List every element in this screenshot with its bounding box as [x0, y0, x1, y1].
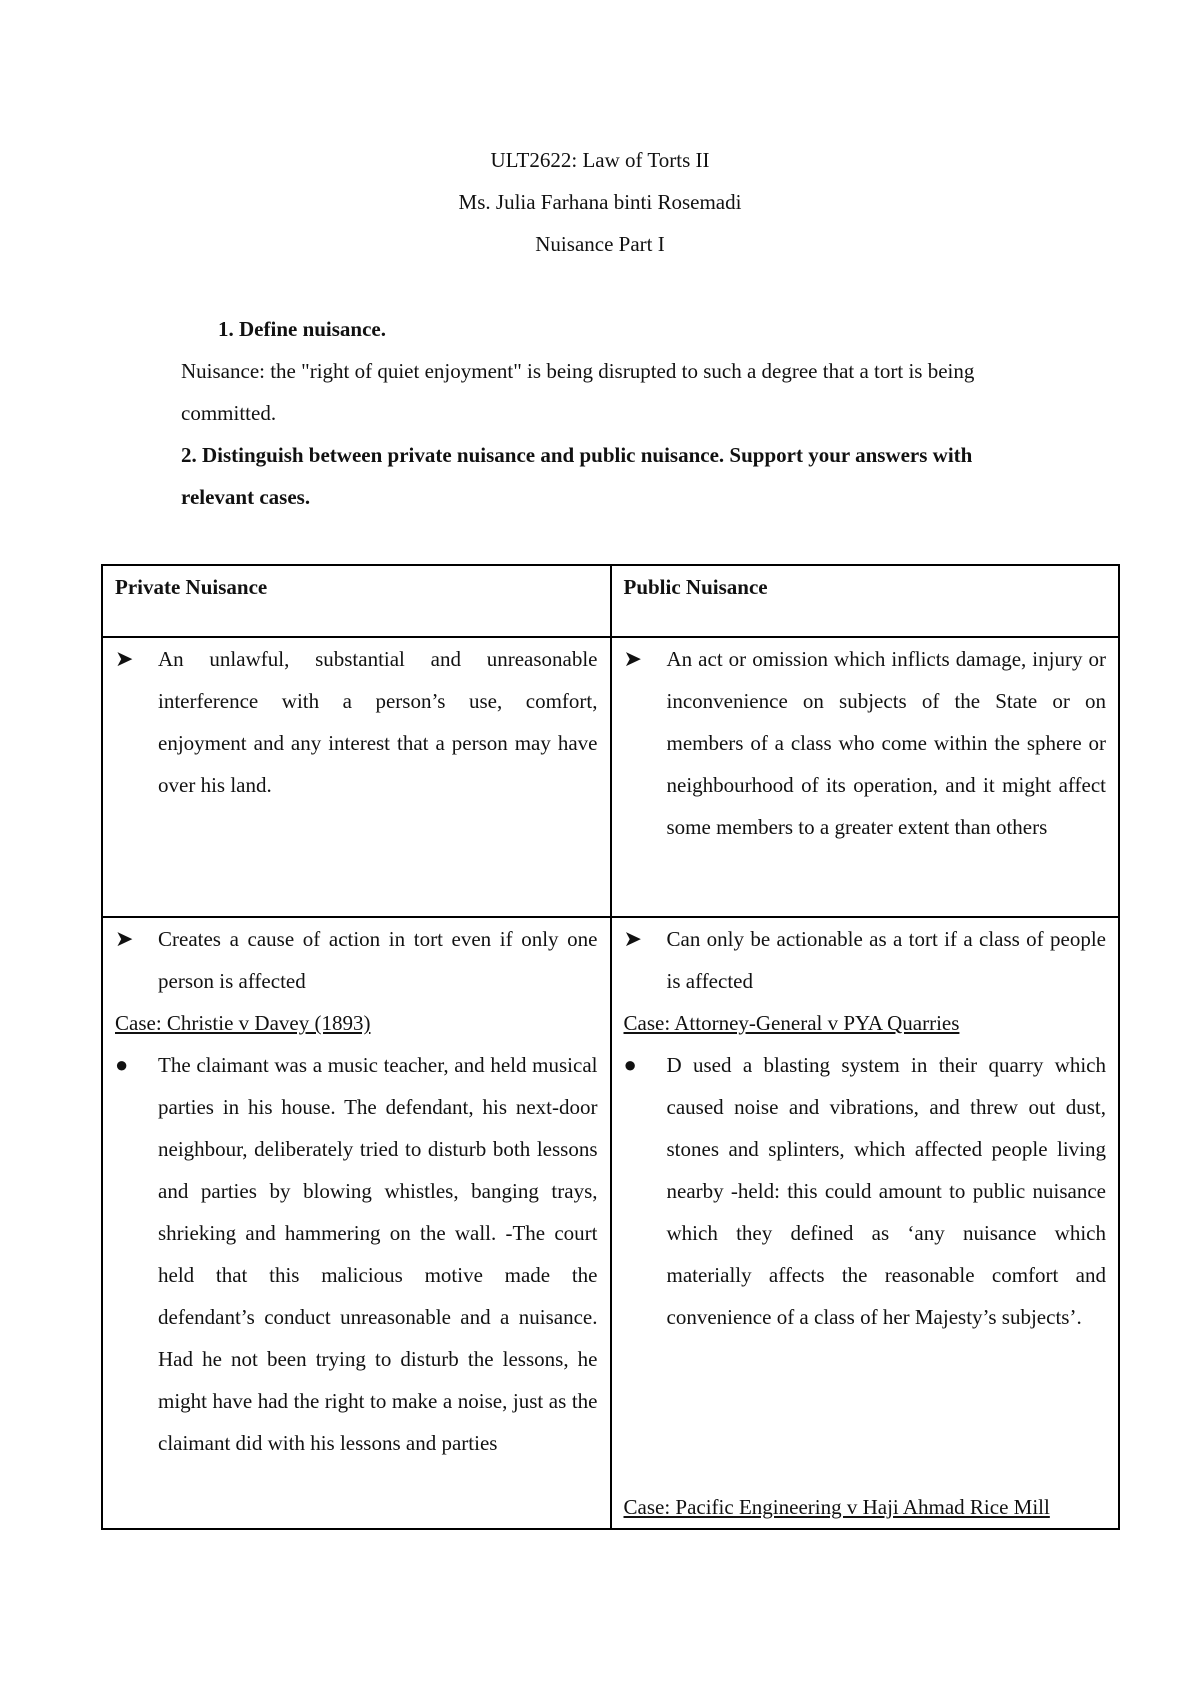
arrow-bullet-icon: ➤ — [623, 646, 642, 671]
public-case-title-2: Case: Pacific Engineering v Haji Ahmad Rice Mill — [623, 1495, 1050, 1519]
list-item — [115, 918, 598, 1002]
round-bullet-icon: ● — [115, 1052, 129, 1077]
table-header-row — [102, 565, 1119, 637]
list-item — [115, 638, 598, 806]
list-item — [624, 638, 1107, 848]
private-case-cell — [102, 917, 611, 1529]
public-actionability: Can only be actionable as a tort if a class of people is affected — [666, 927, 1106, 993]
table-row — [102, 637, 1119, 917]
private-nuisance-header: Private Nuisance — [102, 565, 611, 637]
list-item — [624, 918, 1107, 1002]
public-nuisance-header: Public Nuisance — [611, 565, 1120, 637]
list-item — [624, 1044, 1107, 1338]
question-1: 1. Define nuisance. — [218, 317, 386, 341]
private-case-title: Case: Christie v Davey (1893) — [115, 1011, 371, 1035]
lecturer-name: Ms. Julia Farhana binti Rosemadi — [458, 190, 742, 214]
arrow-bullet-icon: ➤ — [115, 646, 134, 671]
course-title: ULT2622: Law of Torts II — [490, 148, 710, 172]
public-case-detail: D used a blasting system in their quarry which caused noise and vibrations, and threw out dust, stones and splinters, which affected people living nearby -held: this could amount to public nuisance which they defined as ‘any nuisance which materially affects the reasonable comfort and convenience of a class of her Majesty’s subjects’. — [666, 1053, 1106, 1329]
private-definition-cell — [102, 637, 611, 917]
private-definition: An unlawful, substantial and unreasonable interference with a person’s use, comfort, enjoyment and any interest that a person may have over his land. — [158, 647, 598, 797]
arrow-bullet-icon: ➤ — [115, 926, 134, 951]
table-row — [102, 917, 1119, 1529]
public-case-cell — [611, 917, 1120, 1529]
topic-title: Nuisance Part I — [535, 232, 665, 256]
public-definition: An act or omission which inflicts damage, injury or inconvenience on subjects of the State or on members of a class who come within the sphere or neighbourhood of its operation, and it might affect some members to a greater extent than others — [666, 647, 1106, 839]
private-case-detail: The claimant was a music teacher, and held musical parties in his house. The defendant, his next-door neighbour, deliberately tried to disturb both lessons and parties by blowing whistles, banging trays, shrieking and hammering on the wall. -The court held that this malicious motive made the defendant’s conduct unreasonable and a nuisance. Had he not been trying to disturb the lessons, he might have had the right to make a noise, just as the claimant did with his lessons and parties — [158, 1053, 598, 1455]
answer-1: Nuisance: the "right of quiet enjoyment" is being disrupted to such a degree that a tort is being committed. — [181, 359, 975, 425]
round-bullet-icon: ● — [623, 1052, 637, 1077]
public-case-title: Case: Attorney-General v PYA Quarries — [623, 1011, 960, 1035]
private-actionability: Creates a cause of action in tort even if only one person is affected — [158, 927, 598, 993]
list-item — [115, 1044, 598, 1464]
public-definition-cell — [611, 637, 1120, 917]
question-2: 2. Distinguish between private nuisance and public nuisance. Support your answers with relevant cases. — [181, 443, 973, 509]
arrow-bullet-icon: ➤ — [623, 926, 642, 951]
document-header — [0, 139, 1200, 265]
comparison-table — [101, 564, 1120, 1530]
